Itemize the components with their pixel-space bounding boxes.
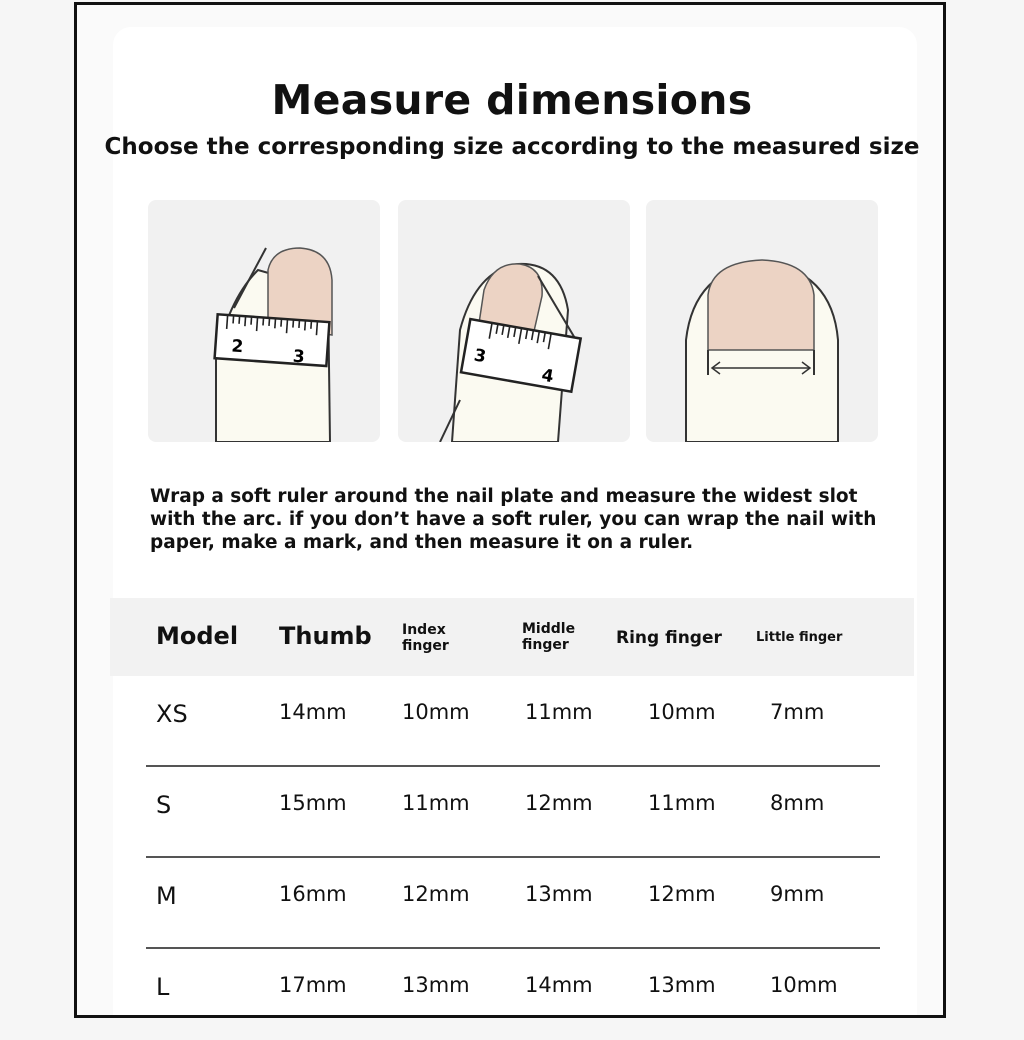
cell-index: 11mm — [402, 791, 470, 815]
cell-little: 10mm — [770, 973, 838, 997]
thumb-ruler-illustration — [148, 200, 380, 442]
finger-ruler-illustration — [398, 200, 630, 442]
cell-little: 7mm — [770, 700, 825, 724]
cell-little: 8mm — [770, 791, 825, 815]
ruler-number: 2 — [230, 336, 244, 358]
header-middle-line1: Middle — [522, 621, 576, 637]
ruler-number: 3 — [472, 345, 488, 368]
table-row — [110, 676, 914, 767]
table-row — [110, 767, 914, 858]
cell-index: 13mm — [402, 973, 470, 997]
page-subtitle: Choose the corresponding size according to the measured size — [104, 134, 920, 160]
cell-thumb: 14mm — [279, 700, 347, 724]
cell-middle: 11mm — [525, 700, 593, 724]
table-header — [110, 598, 914, 676]
cell-ring: 11mm — [648, 791, 716, 815]
cell-little: 9mm — [770, 882, 825, 906]
cell-model: S — [156, 791, 172, 819]
cell-ring: 10mm — [648, 700, 716, 724]
ruler-number: 3 — [292, 346, 306, 368]
header-middle — [522, 621, 575, 653]
cell-index: 12mm — [402, 882, 470, 906]
header-middle-line2: finger — [522, 637, 569, 653]
table-row — [110, 949, 914, 1040]
header-index-line1: Index — [402, 622, 446, 638]
cell-model: L — [156, 973, 170, 1001]
cell-ring: 12mm — [648, 882, 716, 906]
header-thumb: Thumb — [279, 622, 372, 650]
header-little: Little finger — [756, 630, 843, 645]
cell-ring: 13mm — [648, 973, 716, 997]
nail-width-illustration — [646, 200, 878, 442]
cell-model: M — [156, 882, 177, 910]
cell-middle: 13mm — [525, 882, 593, 906]
size-table — [110, 598, 914, 1040]
table-row — [110, 858, 914, 949]
header-ring: Ring finger — [616, 628, 722, 648]
cell-middle: 12mm — [525, 791, 593, 815]
cell-thumb: 15mm — [279, 791, 347, 815]
page-title: Measure dimensions — [271, 76, 753, 124]
header-index — [402, 622, 449, 654]
cell-model: XS — [156, 700, 188, 728]
header-model: Model — [156, 622, 239, 650]
header-index-line2: finger — [402, 638, 449, 654]
measuring-instructions: Wrap a soft ruler around the nail plate and measure the widest slot with the arc. if you don’t have a soft ruler, you can wrap the nail with paper, make a mark, and then measure it on a ruler. — [150, 486, 877, 553]
cell-index: 10mm — [402, 700, 470, 724]
cell-thumb: 17mm — [279, 973, 347, 997]
cell-thumb: 16mm — [279, 882, 347, 906]
ruler-number: 4 — [539, 365, 556, 388]
cell-middle: 14mm — [525, 973, 593, 997]
